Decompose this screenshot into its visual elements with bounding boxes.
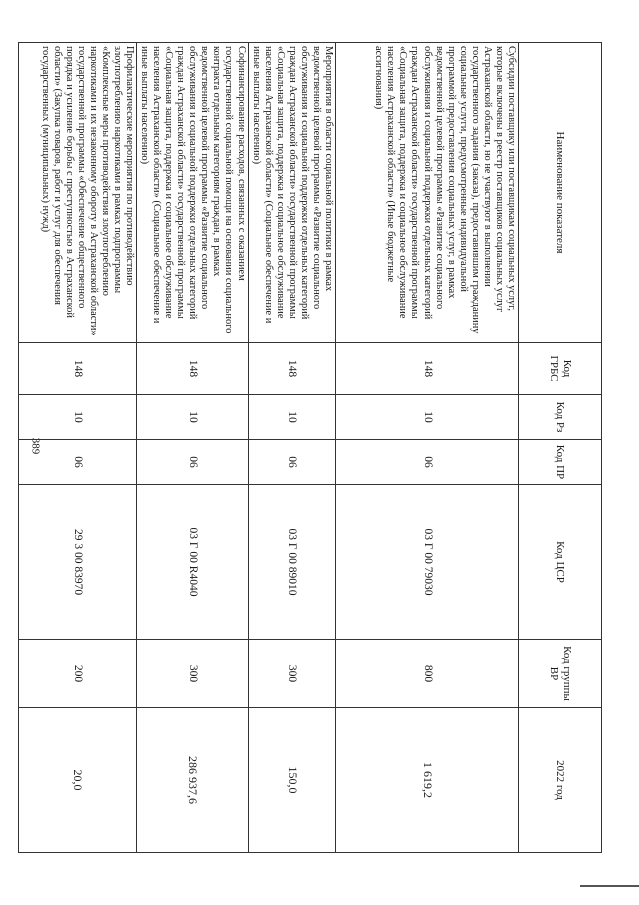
row-pr: 06 xyxy=(336,440,519,485)
header-pr: Код ПР xyxy=(519,440,602,485)
row-pr: 06 xyxy=(137,440,249,485)
row-rz: 10 xyxy=(19,395,137,440)
header-name: Наименование показателя xyxy=(519,43,602,343)
row-csr: 03 Г 00 79030 xyxy=(336,485,519,640)
row-csr: 03 Г 00 89010 xyxy=(248,485,335,640)
row-pr: 06 xyxy=(248,440,335,485)
row-name: Профилактические мероприятия по противодействию злоупотреблению наркотиками в рамках подпрограммы «Комплексные меры противодействия злоупотреблению наркотиками и их незаконному обороту в Астраханской области» государственной программы «Обеспечение общественного порядка и усиление борьбы с преступностью в Астраханской области» (Закупка товаров, работ и услуг для обеспечения государственных (муниципальных) нужд) xyxy=(19,43,137,343)
row-name: Субсидии поставщику или поставщикам социальных услуг, которые включены в реестр поставщиков социальных услуг Астраханской области, но не участвуют в выполнении государственного задания (заказа), предоставившим гражданину социальные услуги, предусмотренные индивидуальной программой предоставления социальных услуг, в рамках ведомственной целевой программы «Развитие социального обслуживания и социальной поддержки отдельных категорий граждан Астраханской области» государственной программы «Социальная защита, поддержка и социальное обслуживание населения Астраханской области» (Иные бюджетные ассигнования) xyxy=(336,43,519,343)
header-rz: Код Рз xyxy=(519,395,602,440)
row-amount: 150,0 xyxy=(248,708,335,853)
table-row xyxy=(248,43,335,853)
row-amount: 1 619,2 xyxy=(336,708,519,853)
row-grbs: 148 xyxy=(336,343,519,395)
table-row xyxy=(336,43,519,853)
row-vr: 300 xyxy=(137,640,249,708)
row-grbs: 148 xyxy=(137,343,249,395)
row-csr: 29 3 00 83970 xyxy=(19,485,137,640)
header-csr: Код ЦСР xyxy=(519,485,602,640)
row-pr: 06 xyxy=(19,440,137,485)
row-vr: 200 xyxy=(19,640,137,708)
row-grbs: 148 xyxy=(248,343,335,395)
table-row xyxy=(137,43,249,853)
row-name: Мероприятия в области социальной политики в рамках ведомственной целевой программы «Развитие социального обслуживания и социальной поддержки отдельных категорий граждан Астраханской области» государственной программы «Социальная защита, поддержка и социальное обслуживание населения Астраханской области» (Социальное обеспечение и иные выплаты населению) xyxy=(248,43,335,343)
row-vr: 300 xyxy=(248,640,335,708)
header-grbs: Код ГРБС xyxy=(519,343,602,395)
scan-edge-line xyxy=(580,885,639,887)
row-grbs: 148 xyxy=(19,343,137,395)
page-number: 389 xyxy=(29,437,42,455)
row-rz: 10 xyxy=(248,395,335,440)
row-vr: 800 xyxy=(336,640,519,708)
header-year: 2022 год xyxy=(519,708,602,853)
row-rz: 10 xyxy=(137,395,249,440)
table-row xyxy=(19,43,137,853)
row-amount: 286 937,6 xyxy=(137,708,249,853)
header-vr: Код группы ВР xyxy=(519,640,602,708)
row-name: Софинансирование расходов, связанных с оказанием государственной социальной помощи на основании социального контракта отдельным категориям граждан, в рамках ведомственной целевой программы «Развитие социального обслуживания и социальной поддержки отдельных категорий граждан Астраханской области» государственной программы «Социальная защита, поддержка и социальное обслуживание населения Астраханской области» (Социальное обеспечение и иные выплаты населению) xyxy=(137,43,249,343)
budget-table xyxy=(18,42,602,853)
rotated-table-container xyxy=(39,42,602,852)
row-amount: 20,0 xyxy=(19,708,137,853)
table-header-row xyxy=(519,43,602,853)
row-csr: 03 Г 00 R4040 xyxy=(137,485,249,640)
row-rz: 10 xyxy=(336,395,519,440)
